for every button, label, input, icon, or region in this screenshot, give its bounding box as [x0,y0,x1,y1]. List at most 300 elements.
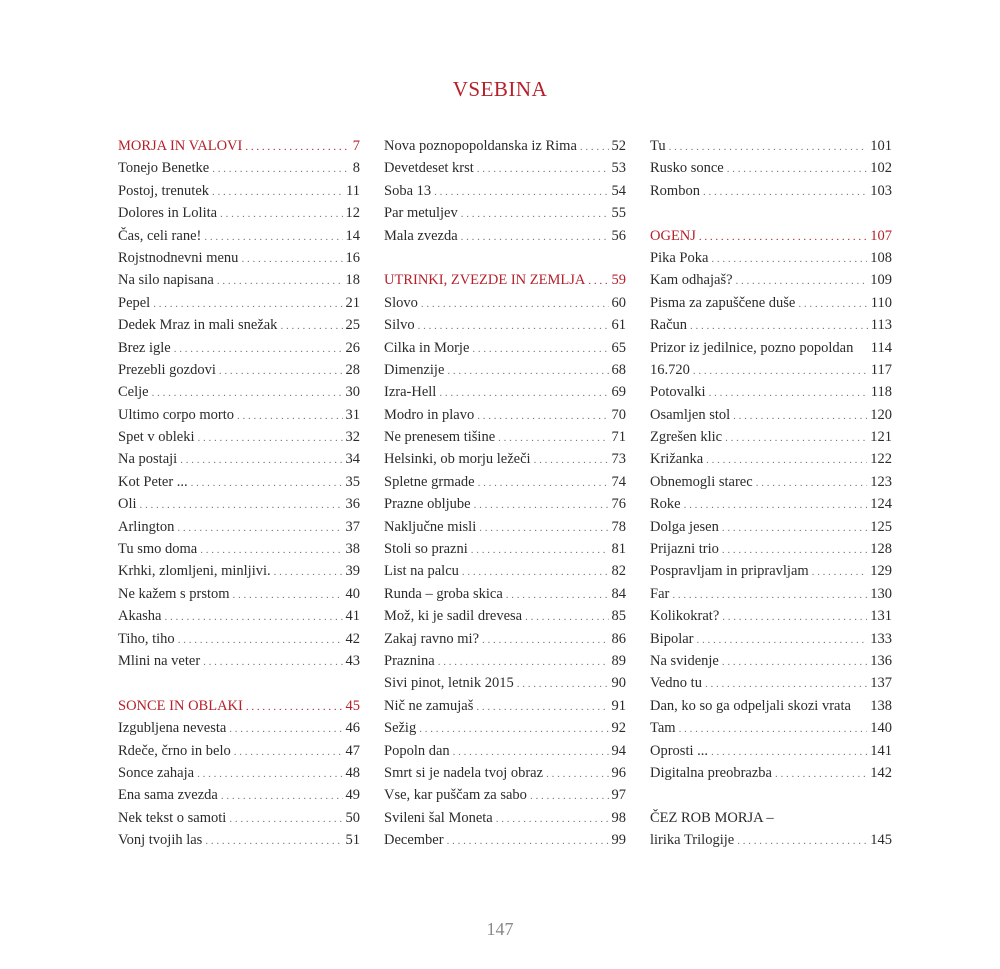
toc-page-number: 69 [611,384,626,401]
toc-entry [650,314,892,336]
toc-entry [650,135,892,157]
toc-page-number: 38 [345,541,360,558]
toc-dot-leader [421,293,609,315]
toc-entry-title: Rojstnodnevni menu [118,249,239,266]
toc-entry [118,560,360,582]
toc-page-number: 89 [611,652,626,669]
toc-page-number: 113 [870,317,892,334]
toc-spacer [384,247,626,269]
toc-page-number: 52 [611,138,626,154]
toc-dot-leader [709,382,868,404]
toc-page-number: 103 [870,182,892,199]
toc-entry [650,448,892,470]
toc-page-number: 145 [870,832,892,849]
toc-entry [650,247,892,269]
toc-dot-leader [178,629,343,651]
toc-entry-title: Potovalki [650,384,706,401]
toc-page-number: 102 [870,160,892,177]
toc-dot-leader [477,405,608,427]
toc-page-number: 35 [345,473,360,490]
toc-entry-title: Smrt si je nadela tvoj obraz [384,764,544,781]
toc-dot-leader [220,203,342,225]
toc-entry [118,740,360,762]
toc-entry-title: Čas, celi rane! [118,227,202,244]
toc-entry [650,717,892,739]
toc-entry-title: Pepel [118,294,151,311]
toc-page-number: 121 [870,429,892,446]
toc-dot-leader [679,718,868,740]
toc-entry-title: Mož, ki je sadil drevesa [384,608,523,625]
toc-dot-leader [212,181,343,203]
toc-entry-title: Akasha [118,608,162,625]
toc-dot-leader [219,360,343,382]
toc-dot-leader [482,629,608,651]
toc-entry-title: Dolores in Lolita [118,205,218,222]
toc-entry [118,157,360,179]
toc-entry [650,381,892,403]
toc-entry [118,807,360,829]
toc-dot-leader [699,226,867,248]
toc-page-number: 90 [611,675,626,692]
toc-page-number: 39 [345,563,360,580]
toc-entry [118,269,360,291]
toc-page-number: 76 [611,496,626,513]
toc-entry [384,672,626,694]
toc-entry [118,762,360,784]
toc-dot-leader [200,539,342,561]
toc-page-number: 84 [611,585,626,602]
toc-page-number: 28 [345,361,360,378]
toc-page-number: 98 [611,809,626,826]
toc-dot-leader [198,427,343,449]
toc-page-number: 14 [345,227,360,244]
toc-page-number: 45 [345,697,360,714]
toc-entry-title: Na svidenje [650,652,719,669]
toc-entry-title: 16.720 [650,361,690,378]
toc-entry-title: Bipolar [650,630,694,647]
toc-dot-leader [212,158,350,180]
toc-entry-title: Kot Peter ... [118,473,188,490]
toc-entry [118,650,360,672]
toc-dot-leader [705,673,867,695]
toc-dot-leader [703,181,867,203]
toc-entry [118,381,360,403]
toc-entry [384,337,626,359]
toc-entry [384,225,626,247]
toc-page-number: 46 [345,720,360,737]
toc-entry-title: Vedno tu [650,675,702,692]
toc-entry-title: Mala zvezda [384,227,458,244]
toc-page-number: 47 [345,742,360,759]
toc-entry [118,314,360,336]
toc-page-number: 41 [345,608,360,625]
toc-entry [118,337,360,359]
toc-dot-leader [711,741,867,763]
toc-page-number: 12 [345,205,360,222]
toc-page-number: 71 [611,429,626,446]
toc-page-number: 107 [870,227,892,244]
toc-dot-leader [474,494,609,516]
toc-dot-leader [197,763,342,785]
toc-entry [384,471,626,493]
toc-dot-leader [690,315,868,337]
toc-entry-title: Na silo napisana [118,272,214,289]
toc-page-number: 125 [870,518,892,535]
toc-dot-leader [706,449,867,471]
toc-entry-title: lirika Trilogije [650,832,735,849]
toc-page-number: 43 [345,652,360,669]
toc-dot-leader [517,673,609,695]
toc-entry-title: Pika Poka [650,249,709,266]
toc-entry-title: Mlini na veter [118,652,201,669]
toc-entry [650,337,892,359]
toc-page-number: 136 [870,652,892,669]
toc-dot-leader [447,360,608,382]
toc-dot-leader [733,405,867,427]
toc-page-number: 109 [870,272,892,289]
toc-page-number: 50 [345,809,360,826]
toc-entry-title: Tu [650,138,666,154]
toc-entry-title: Osamljen stol [650,406,731,423]
toc-entry-title: Dan, ko so ga odpeljali skozi vrata [650,697,851,714]
toc-entry-title: Popoln dan [384,742,450,759]
toc-entry-title: Vse, kar puščam za sabo [384,787,527,804]
toc-page-number: 7 [352,138,360,154]
toc-entry-title: Modro in plavo [384,406,475,423]
toc-entry [384,807,626,829]
toc-entry [118,202,360,224]
toc-dot-leader [498,427,608,449]
toc-page-number: 133 [870,630,892,647]
toc-entry [650,269,892,291]
toc-page-number: 59 [611,272,626,289]
toc-dot-leader [711,248,867,270]
toc-dot-leader [280,315,342,337]
toc-page-number: 92 [611,720,626,737]
toc-page-number: 51 [345,832,360,849]
toc-dot-leader [418,315,609,337]
toc-dot-leader [237,405,343,427]
toc-page-number: 60 [611,294,626,311]
toc-page-number: 8 [352,160,360,177]
toc-page-number: 81 [611,541,626,558]
toc-entry [650,359,892,381]
toc-dot-leader [419,718,608,740]
toc-entry [650,583,892,605]
toc-entry-title: Ultimo corpo morto [118,406,234,423]
toc-entry [384,583,626,605]
toc-entry [384,717,626,739]
toc-dot-leader [177,517,342,539]
toc-page-number: 96 [611,764,626,781]
toc-entry [118,404,360,426]
toc-page-number: 65 [611,339,626,356]
toc-entry [118,471,360,493]
toc-dot-leader [546,763,608,785]
toc-entry-title: Prazne obljube [384,496,471,513]
toc-entry-title: Svileni šal Moneta [384,809,493,826]
toc-entry-title: Sivi pinot, letnik 2015 [384,675,514,692]
toc-dot-leader [756,472,868,494]
toc-entry [384,493,626,515]
toc-spacer [650,784,892,806]
toc-entry-title: OGENJ [650,227,696,244]
toc-dot-leader [205,830,342,852]
toc-page-number: 118 [870,384,892,401]
toc-page-number: 21 [345,294,360,311]
toc-entry-title: Sežig [384,720,417,737]
toc-entry [118,180,360,202]
toc-page-number: 30 [345,384,360,401]
toc-entry [650,672,892,694]
toc-dot-leader [174,338,343,360]
toc-entry-title: UTRINKI, ZVEZDE IN ZEMLJA [384,272,586,289]
toc-entry-title: Brez igle [118,339,171,356]
toc-entry-title: Stoli so prazni [384,541,468,558]
toc-entry-title: ČEZ ROB MORJA – [650,809,774,826]
toc-page-number: 16 [345,249,360,266]
toc-dot-leader [669,136,868,158]
toc-entry-title: Dimenzije [384,361,445,378]
toc-entry-title: MORJA IN VALOVI [118,138,243,154]
toc-dot-leader [722,517,867,539]
toc-entry [650,650,892,672]
toc-dot-leader [525,606,608,628]
toc-dot-leader [221,785,343,807]
toc-entry [384,359,626,381]
toc-dot-leader [478,472,609,494]
toc-dot-leader [461,203,609,225]
toc-entry-title: Silvo [384,317,415,334]
toc-entry [384,829,626,851]
toc-section-heading [118,135,360,157]
toc-entry [384,426,626,448]
toc-column-3 [650,135,892,852]
toc-entry-title: Križanka [650,451,704,468]
toc-dot-leader [476,696,608,718]
toc-page-number: 53 [611,160,626,177]
toc-page-number: 130 [870,585,892,602]
toc-page-number: 82 [611,563,626,580]
toc-entry-title: Izgubljena nevesta [118,720,227,737]
toc-dot-leader [165,606,343,628]
toc-entry [650,426,892,448]
toc-page-number: 108 [870,249,892,266]
toc-entry-title: Postoj, trenutek [118,182,210,199]
toc-entry [118,292,360,314]
page-title: VSEBINA [452,77,548,101]
toc-entry-title: Tiho, tiho [118,630,175,647]
toc-page-number: 36 [345,496,360,513]
toc-column-1 [118,135,360,852]
toc-entry [384,314,626,336]
toc-page-number: 124 [870,496,892,513]
toc-page-number: 32 [345,429,360,446]
toc-entry-title: Oprosti ... [650,742,708,759]
toc-page-number: 56 [611,227,626,244]
toc-entry-title: Nek tekst o samoti [118,809,227,826]
toc-dot-leader [234,741,343,763]
toc-page-number: 34 [345,451,360,468]
toc-entry-title: Rombon [650,182,700,199]
toc-page-number: 114 [870,339,892,356]
toc-entry [384,202,626,224]
toc-dot-leader [233,584,343,606]
toc-entry [650,695,892,717]
toc-entry [118,426,360,448]
toc-entry-title: Dolga jesen [650,518,719,535]
toc-page-number: 129 [870,563,892,580]
toc-entry [650,516,892,538]
toc-page-number: 70 [611,406,626,423]
toc-entry [384,157,626,179]
toc-entry [384,135,626,157]
toc-dot-leader [229,808,342,830]
toc-entry-title: Helsinki, ob morju ležeči [384,451,531,468]
toc-entry-title: Prezebli gozdovi [118,361,216,378]
toc-entry [384,740,626,762]
toc-entry-title: Spet v obleki [118,429,195,446]
toc-entry-title: Ena sama zvezda [118,787,218,804]
toc-entry-title: Arlington [118,518,175,535]
toc-page-number: 11 [346,182,360,199]
toc-entry [650,493,892,515]
toc-entry-title: Digitalna preobrazba [650,764,772,781]
toc-entry-title: Pisma za zapuščene duše [650,294,796,311]
toc-entry-title: Sonce zahaja [118,764,195,781]
toc-entry [384,695,626,717]
toc-entry [118,493,360,515]
toc-entry [118,538,360,560]
toc-entry [118,225,360,247]
toc-entry [650,538,892,560]
toc-entry-title: Dedek Mraz in mali snežak [118,317,278,334]
toc-page-number: 37 [345,518,360,535]
toc-dot-leader [152,382,343,404]
toc-page-number: 120 [870,406,892,423]
toc-page-number: 131 [870,608,892,625]
toc-entry-title: Slovo [384,294,418,311]
toc-entry [384,605,626,627]
toc-section-heading [384,269,626,291]
toc-dot-leader [140,494,343,516]
toc-entry [384,381,626,403]
toc-entry-title: Far [650,585,670,602]
toc-entry [650,829,892,851]
toc-page-number: 137 [870,675,892,692]
toc-dot-leader [180,449,342,471]
toc-entry-title: Izra-Hell [384,384,437,401]
toc-entry [650,471,892,493]
toc-entry-title: Soba 13 [384,182,432,199]
toc-entry-title: Kam odhajaš? [650,272,733,289]
toc-entry-title: SONCE IN OBLAKI [118,697,243,714]
toc-dot-leader [588,270,608,292]
toc-dot-leader [439,382,608,404]
toc-page-number: 141 [870,742,892,759]
page-number: 147 [486,919,514,939]
toc-page-number: 40 [345,585,360,602]
toc-entry-title: Nič ne zamujaš [384,697,474,714]
toc-entry-title: Spletne grmade [384,473,475,490]
toc-entry [384,516,626,538]
toc-dot-leader [472,338,608,360]
toc-entry [384,448,626,470]
toc-entry [384,762,626,784]
toc-page-number: 73 [611,451,626,468]
toc-page-number: 68 [611,361,626,378]
toc-dot-leader [471,539,609,561]
toc-spacer [118,672,360,694]
toc-entry-title: Ne prenesem tišine [384,429,496,446]
toc-page-number: 91 [611,697,626,714]
toc-page-number: 25 [345,317,360,334]
toc-entry [118,247,360,269]
toc-section-heading [118,695,360,717]
toc-entry [650,292,892,314]
toc-entry-title: December [384,832,444,849]
toc-entry-title: Obnemogli starec [650,473,753,490]
toc-page-number: 138 [870,697,892,714]
toc-page-number: 128 [870,541,892,558]
toc-entry [118,717,360,739]
toc-entry-title: Oli [118,496,137,513]
toc-entry-title: Naključne misli [384,518,477,535]
toc-entry-title: Cilka in Morje [384,339,470,356]
toc-dot-leader [727,158,868,180]
toc-dot-leader [438,651,609,673]
toc-page-number: 26 [345,339,360,356]
toc-entry [118,829,360,851]
toc-page-number: 54 [611,182,626,199]
toc-entry-title: Roke [650,496,681,513]
toc-dot-leader [812,561,868,583]
toc-section-heading [650,225,892,247]
toc-page-number: 123 [870,473,892,490]
toc-page-number: 142 [870,764,892,781]
toc-page-number: 101 [870,138,892,154]
toc-dot-leader [693,360,868,382]
toc-dot-leader [672,584,867,606]
toc-entry-title: Krhki, zlomljeni, minljivi. [118,563,271,580]
toc-dot-leader [204,226,342,248]
toc-dot-leader [737,830,867,852]
toc-entry [384,628,626,650]
toc-dot-leader [246,696,343,718]
toc-entry-title: Vonj tvojih las [118,832,203,849]
toc-column-2 [384,135,626,852]
toc-entry-title: Prijazni trio [650,541,719,558]
toc-dot-leader [274,561,343,583]
toc-entry [118,628,360,650]
toc-dot-leader [725,427,867,449]
toc-spacer [650,202,892,224]
toc-dot-leader [722,651,867,673]
toc-entry [650,762,892,784]
toc-entry [118,359,360,381]
toc-entry [384,560,626,582]
toc-entry [384,180,626,202]
toc-entry [384,292,626,314]
toc-dot-leader [447,830,609,852]
toc-dot-leader [530,785,609,807]
toc-entry [384,784,626,806]
toc-dot-leader [722,606,867,628]
toc-entry [118,605,360,627]
toc-page-number: 117 [870,361,892,378]
toc-page-number: 110 [870,294,892,311]
toc-dot-leader [461,226,609,248]
